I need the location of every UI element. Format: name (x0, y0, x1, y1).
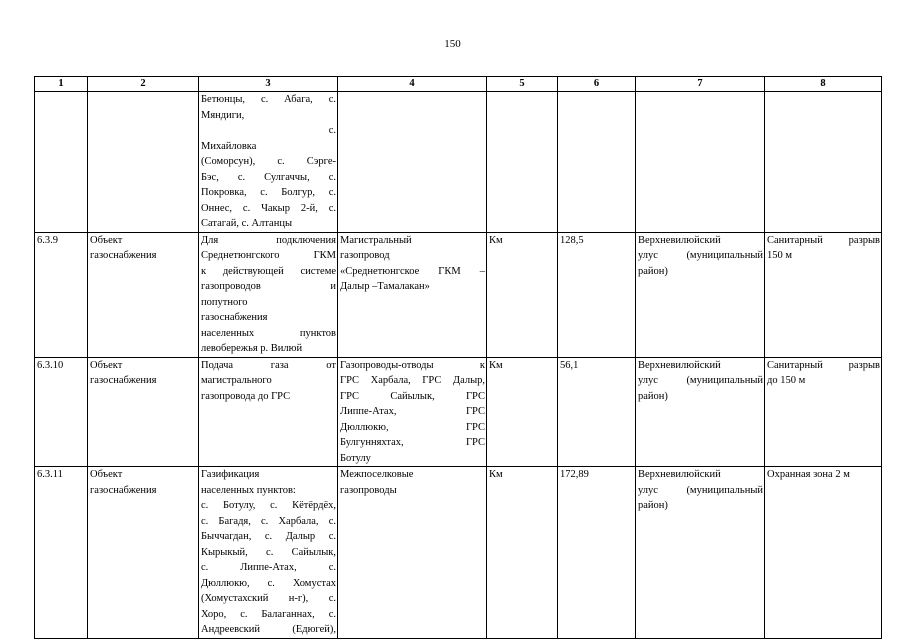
column-header-7: 7 (636, 77, 765, 92)
cell-text-line: Санитарный разрыв (767, 359, 880, 371)
cell-object-name (338, 92, 487, 233)
cell-purpose (199, 357, 338, 467)
cell-text-line: Верхневилюйский (638, 359, 721, 371)
column-header-5: 5 (487, 77, 558, 92)
column-header-3: 3 (199, 77, 338, 92)
column-header-8: 8 (765, 77, 882, 92)
document-table (34, 76, 882, 639)
cell-zone (765, 232, 882, 357)
cell-text-line: Для подключения (201, 234, 336, 246)
cell-text-line: Ботулу (340, 452, 371, 464)
cell-text-line: Бэс, с. Сулгаччы, с. (201, 171, 336, 183)
cell-text-line: Газификация (201, 469, 260, 480)
cell-object-type (88, 467, 199, 639)
cell-text-line: ГРС Сайылык, ГРС (340, 390, 485, 402)
cell-text-line: Охранная зона 2 м (767, 469, 850, 480)
cell-text-line: ГРС Харбала, ГРС Далыр, (340, 375, 485, 386)
cell-text-line: Верхневилюйский (638, 469, 721, 480)
cell-object-name (338, 232, 487, 357)
cell-text-line: Магистральный (340, 234, 412, 246)
cell-object-type (88, 357, 199, 467)
cell-text-line: попутного (201, 296, 248, 308)
cell-object-name (338, 357, 487, 467)
cell-text-line: Хоро, с. Балаганнах, с. (201, 608, 336, 620)
column-header-4: 4 (338, 77, 487, 92)
cell-text-line: Объект (90, 359, 123, 371)
cell-text-line: район) (638, 265, 668, 277)
cell-text-line: с. Ботулу, с. Кётёрдёх, (201, 500, 336, 511)
cell-text-line: магистрального (201, 375, 272, 386)
table-header-row (35, 77, 882, 92)
cell-text-line: газопроводов и (201, 281, 336, 292)
cell-text-line: населенных пунктов: (201, 484, 296, 496)
cell-text-line: Михайловка (201, 140, 257, 152)
cell-text-line: Газопроводы-отводы к (340, 359, 485, 371)
cell-unit: Км (487, 467, 558, 639)
cell-text-line: Быччагдан, с. Далыр с. (201, 531, 336, 542)
cell-length: 172,89 (558, 467, 636, 639)
cell-purpose (199, 232, 338, 357)
cell-text-line: Межпоселковые (340, 469, 414, 480)
cell-purpose (199, 467, 338, 639)
cell-text-line: Липпе-Атах, ГРС (340, 406, 485, 417)
cell-text-line: Дюллюкю, ГРС (340, 421, 485, 433)
cell-text-line: Сатагай, с. Алтанцы (201, 218, 293, 229)
cell-text-line: Кырыкый, с. Сайылык, (201, 546, 336, 558)
cell-zone (765, 467, 882, 639)
cell-text-line: Покровка, с. Болгур, с. (201, 187, 336, 198)
cell-text-line: улус (муниципальный (638, 250, 763, 261)
cell-text-line: Далыр –Тамалакан» (340, 281, 430, 292)
cell-location (636, 92, 765, 233)
cell-purpose (199, 92, 338, 233)
cell-text-line: газопроводы (340, 484, 397, 496)
cell-text-line: (Соморсун), с. Сэрге- (201, 156, 336, 167)
cell-text-line: Булгунняхтах, ГРС (340, 437, 485, 448)
cell-zone (765, 357, 882, 467)
cell-item-number: 6.3.10 (35, 357, 88, 467)
cell-item-number: 6.3.9 (35, 232, 88, 357)
cell-text-line: газоснабжения (201, 312, 268, 323)
table-row (35, 357, 882, 467)
cell-text-line: «Среднетюнгское ГКМ – (340, 265, 485, 277)
cell-text-line: Бетюнцы, с. Абага, с. (201, 94, 336, 105)
cell-unit (487, 92, 558, 233)
cell-text-line: к действующей системе (201, 265, 336, 277)
cell-location (636, 357, 765, 467)
cell-object-type (88, 92, 199, 233)
cell-text-line: газоснабжения (90, 375, 157, 386)
cell-text-line: район) (638, 390, 668, 402)
cell-text-line: Объект (90, 469, 123, 480)
cell-text-line: улус (муниципальный (638, 375, 763, 386)
cell-text-line: с. Липпе-Атах, с. (201, 562, 336, 573)
page-number: 150 (444, 38, 461, 50)
cell-text-line: Андреевский (Едюгей), (201, 624, 336, 635)
cell-length: 56,1 (558, 357, 636, 467)
cell-unit: Км (487, 232, 558, 357)
cell-text-line: (Хомустахский н-г), с. (201, 593, 336, 604)
cell-item-number (35, 92, 88, 233)
cell-text-line: Оннес, с. Чакыр 2-й, с. (201, 202, 336, 214)
cell-text-line: Дюллюкю, с. Хомустах (201, 577, 336, 589)
cell-length: 128,5 (558, 232, 636, 357)
cell-object-type (88, 232, 199, 357)
cell-text-line: район) (638, 500, 668, 511)
cell-text-line: населенных пунктов (201, 327, 336, 339)
cell-text-line: Подача газа от (201, 359, 336, 371)
cell-text-line: газоснабжения (90, 484, 157, 496)
cell-text-line: улус (муниципальный (638, 484, 763, 496)
cell-text-line: 150 м (767, 250, 793, 261)
cell-text-line: газопровод (340, 250, 390, 261)
cell-text-line: Мяндиги, (201, 109, 245, 121)
cell-text-line: Среднетюнгского ГКМ (201, 250, 336, 261)
cell-length (558, 92, 636, 233)
cell-text-line: с. Багадя, с. Харбала, с. (201, 515, 336, 527)
cell-text-line: газопровода до ГРС (201, 390, 291, 402)
table-row (35, 467, 882, 639)
cell-location (636, 232, 765, 357)
column-header-6: 6 (558, 77, 636, 92)
column-header-1: 1 (35, 77, 88, 92)
cell-text-line: с. (328, 125, 336, 136)
table-body (35, 92, 882, 639)
cell-text-line: Верхневилюйский (638, 234, 721, 246)
cell-item-number: 6.3.11 (35, 467, 88, 639)
table-row (35, 232, 882, 357)
cell-unit: Км (487, 357, 558, 467)
cell-text-line: газоснабжения (90, 250, 157, 261)
cell-zone (765, 92, 882, 233)
cell-text-line: до 150 м (767, 375, 806, 386)
cell-text-line: левобережья р. Вилюй (201, 343, 303, 354)
table-row (35, 92, 882, 233)
column-header-2: 2 (88, 77, 199, 92)
cell-object-name (338, 467, 487, 639)
cell-text-line: Санитарный разрыв (767, 234, 880, 246)
cell-text-line: Объект (90, 234, 123, 246)
cell-location (636, 467, 765, 639)
